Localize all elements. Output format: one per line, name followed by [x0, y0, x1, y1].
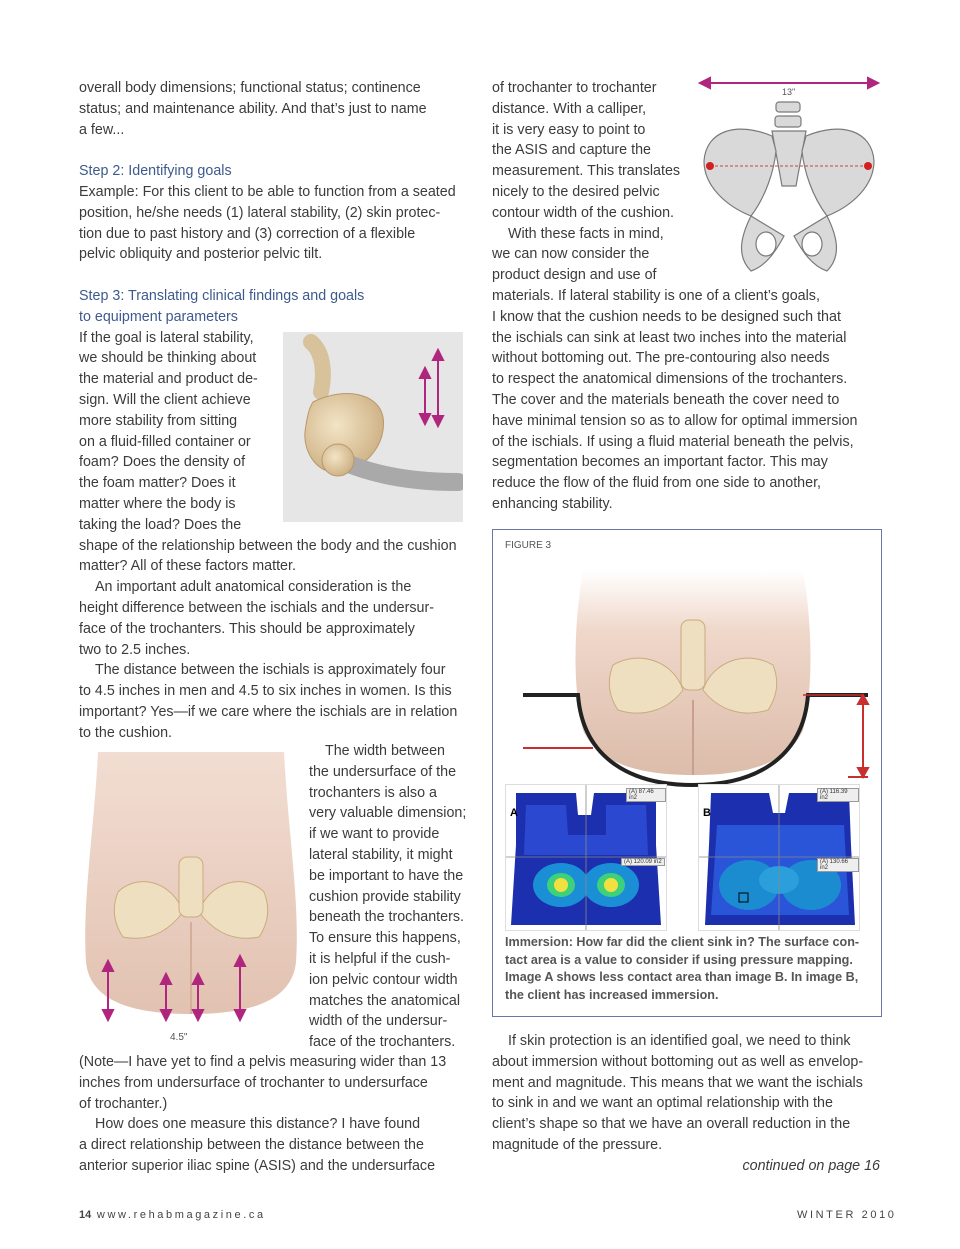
text-line: without bottoming out. The pre-contouring also needs: [492, 350, 830, 367]
text-line: we should be thinking about: [79, 350, 257, 367]
text-line: I know that the cushion needs to be designed such that: [492, 308, 841, 325]
text-line: it is helpful if the cush-: [309, 950, 451, 967]
text-line: To ensure this happens,: [309, 930, 461, 947]
width-paragraph: [309, 741, 479, 1053]
text-line: enhancing stability.: [492, 495, 613, 512]
map-b-bottom-value: (A) 130.66 in2: [817, 858, 859, 872]
continued-note: continued on page 16: [742, 1157, 880, 1174]
figure-3: [492, 529, 882, 1017]
text-line: matter? All of these factors matter.: [79, 558, 296, 575]
text-line: the foam matter? Does it: [79, 475, 236, 492]
text-line: cushion provide stability: [309, 888, 461, 905]
caption-line: Immersion: How far did the client sink in? The surface con-: [505, 935, 860, 949]
step3-heading-continued: to equipment parameters: [79, 308, 238, 325]
back-pelvis-illustration: [78, 752, 304, 1022]
text-line: segmentation becomes an important factor. This may: [492, 454, 828, 471]
page-footer-left: [79, 1209, 266, 1221]
text-line: trochanters is also a: [309, 784, 437, 801]
text-line: (Note—I have yet to find a pelvis measuring wider than 13: [79, 1054, 447, 1070]
text-line: client’s shape so that we have an overall reduction in the: [492, 1116, 851, 1133]
text-line: distance. With a calliper,: [492, 100, 647, 117]
text-line: An important adult anatomical consideration is the: [95, 579, 412, 596]
pelvis-width-label: 13": [782, 87, 796, 97]
text-line: on a fluid-filled container or: [79, 433, 251, 450]
side-pelvis-illustration: [283, 332, 463, 522]
text-line: to respect the anatomical dimensions of the trochanters.: [492, 371, 848, 388]
text-line: shape of the relationship between the body and the cushion: [79, 537, 457, 554]
text-line: reduce the flow of the fluid from one side to another,: [492, 475, 822, 492]
text-line: product design and use of: [492, 267, 657, 284]
page-number: 14: [79, 1209, 92, 1221]
text-line: to sink in and we want an optimal relationship with the: [492, 1095, 833, 1112]
text-line: position, he/she needs (1) lateral stability, (2) skin protec-: [79, 204, 441, 221]
map-b-letter: B: [703, 807, 711, 819]
text-line: we can now consider the: [492, 246, 650, 263]
text-line: the material and product de-: [79, 371, 258, 388]
text-line: materials. If lateral stability is one of a client’s goals,: [492, 287, 820, 304]
caption-line: Image A shows less contact area than image B. In image B,: [505, 970, 859, 984]
map-a-letter: A: [510, 807, 518, 819]
text-line: overall body dimensions; functional status; continence: [79, 80, 421, 96]
map-a-top-value: (A) 87.46 in2: [626, 788, 666, 802]
text-line: a direct relationship between the distance between the: [79, 1137, 424, 1154]
text-line: beneath the trochanters.: [309, 909, 464, 926]
text-line: if we want to provide: [309, 826, 440, 843]
text-line: of trochanter.): [79, 1095, 168, 1112]
step3-heading: Step 3: Translating clinical findings and goals: [79, 287, 365, 304]
front-pelvis-illustration: [696, 76, 882, 276]
text-line: The cover and the materials beneath the cover need to: [492, 391, 840, 408]
text-line: With these facts in mind,: [508, 225, 664, 242]
text-line: of the ischials. If using a fluid material beneath the pelvis,: [492, 433, 854, 450]
text-line: taking the load? Does the: [79, 516, 242, 533]
text-line: more stability from sitting: [79, 412, 238, 429]
text-line: If the goal is lateral stability,: [79, 329, 254, 346]
seated-immersion-illustration: [513, 570, 873, 795]
text-line: ion pelvic contour width: [309, 971, 458, 988]
side-pelvis-svg: [283, 332, 463, 522]
pressure-map-b: [698, 784, 860, 931]
back-measurement-label: 4.5": [170, 1032, 188, 1043]
text-line: sign. Will the client achieve: [79, 391, 251, 408]
text-line: lateral stability, it might: [309, 846, 453, 863]
text-line: How does one measure this distance? I have found: [95, 1116, 421, 1133]
depth-arrow: [848, 695, 868, 777]
text-line: The distance between the ischials is approximately four: [95, 662, 446, 679]
text-line: The width between: [325, 743, 446, 759]
text-line: contour width of the cushion.: [492, 204, 674, 221]
text-line: magnitude of the pressure.: [492, 1136, 663, 1153]
text-line: ment and magnitude. This means that we want the ischials: [492, 1074, 863, 1091]
map-b-top-value: (A) 116.39 in2: [817, 788, 859, 802]
text-line: width of the undersur-: [309, 1013, 448, 1030]
text-line: measurement. This translates: [492, 163, 681, 180]
text-line: nicely to the desired pelvic: [492, 183, 660, 200]
map-a-bottom-value: (A) 120.09 in2: [621, 858, 665, 866]
text-line: face of the trochanters.: [309, 1034, 456, 1051]
text-line: the ASIS and capture the: [492, 142, 651, 159]
text-line: status; and maintenance ability. And that’s just to name: [79, 100, 427, 117]
text-line: of trochanter to trochanter: [492, 80, 657, 96]
text-line: the ischials can sink at least two inches into the material: [492, 329, 847, 346]
text-line: very valuable dimension;: [309, 805, 467, 822]
caption-line: tact area is a value to consider if using pressure mapping.: [505, 952, 853, 967]
text-line: face of the trochanters. This should be approximately: [79, 620, 415, 637]
text-line: two to 2.5 inches.: [79, 641, 191, 658]
text-line: important? Yes—if we care where the ischials are in relation: [79, 703, 458, 720]
text-line: about immersion without bottoming out as well as envelop-: [492, 1053, 864, 1070]
figure-label: FIGURE 3: [505, 540, 552, 551]
text-line: pelvic obliquity and posterior pelvic tilt.: [79, 246, 323, 263]
caption-line: the client has increased immersion.: [505, 987, 719, 1002]
figure-caption: [505, 934, 875, 1004]
pressure-map-a: [505, 784, 667, 931]
text-line: inches from undersurface of trochanter to undersurface: [79, 1074, 428, 1091]
text-line: Example: For this client to be able to function from a seated: [79, 183, 456, 200]
text-line: matter where the body is: [79, 495, 236, 512]
text-line: If skin protection is an identified goal, we need to think: [508, 1033, 851, 1049]
text-line: anterior superior iliac spine (ASIS) and the undersurface: [79, 1157, 436, 1174]
text-line: have minimal tension so as to allow for optimal immersion: [492, 412, 858, 429]
text-line: it is very easy to point to: [492, 121, 646, 138]
text-line: tion due to past history and (3) correction of a flexible: [79, 225, 416, 242]
right-column-bottom: [492, 1031, 884, 1177]
text-line: the undersurface of the: [309, 763, 457, 780]
text-line: matches the anatomical: [309, 992, 460, 1009]
text-line: foam? Does the density of: [79, 454, 246, 471]
text-line: height difference between the ischials and the undersur-: [79, 599, 435, 616]
issue-label: WINTER 2010: [797, 1209, 897, 1221]
back-pelvis-svg: [78, 752, 304, 1022]
text-line: a few...: [79, 121, 125, 138]
text-line: to 4.5 inches in men and 4.5 to six inches in women. Is this: [79, 683, 452, 700]
text-line: to the cushion.: [79, 724, 172, 741]
step2-heading: Step 2: Identifying goals: [79, 163, 232, 180]
front-pelvis-svg: [696, 76, 882, 276]
up-down-arrows: [420, 350, 443, 426]
text-line: be important to have the: [309, 867, 464, 884]
website-link[interactable]: www.rehabmagazine.ca: [96, 1209, 266, 1221]
left-column-bottom: [79, 1052, 479, 1177]
